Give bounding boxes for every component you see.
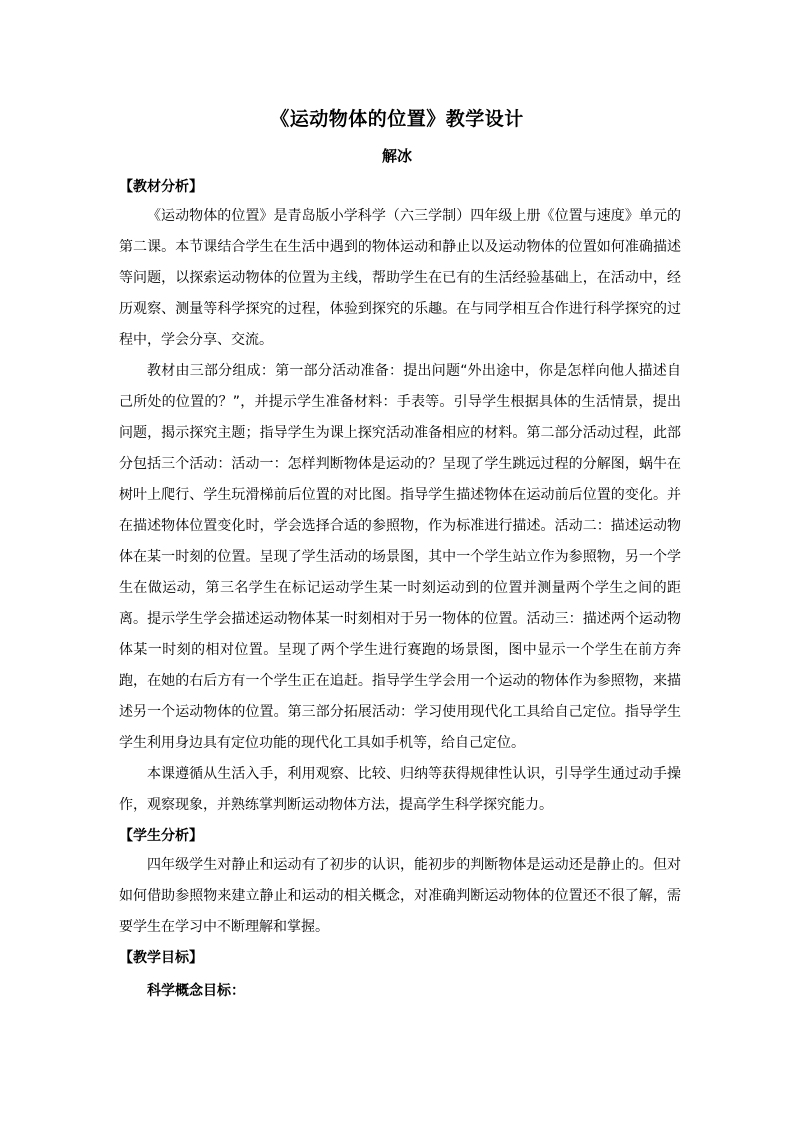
paragraph-textbook-intro: 《运动物体的位置》是青岛版小学科学（六三学制）四年级上册《位置与速度》单元的第二课。本节课结合学生在生活中遇到的物体运动和静止以及运动物体的位置如何准确描述等问题，以探索运动物体的位置为主线，帮助学生在已有的生活经验基础上，在活动中，经历观察、测量等科学探究的过程，体验到探究的乐趣。在与同学相互合作进行科学探究的过程中，学会分享、交流。 [119, 208, 681, 348]
document-title: 《运动物体的位置》教学设计 [270, 108, 524, 130]
paragraph-textbook-approach: 本课遵循从生活入手，利用观察、比较、归纳等获得规律性认识，引导学生通过动手操作，观察现象，并熟练掌判断运动物体方法，提高学生科学探究能力。 [119, 766, 681, 813]
subheading-science-concept-goals: 科学概念目标： [147, 983, 245, 999]
paragraph-textbook-structure: 教材由三部分组成：第一部分活动准备：提出问题“外出途中，你是怎样向他人描述自己所处的位置的？”，并提示学生准备材料：手表等。引导学生根据具体的生活情景，提出问题，揭示探究主题；指导学生为课上探究活动准备相应的材料。第二部分活动过程，此部分包括三个活动：活动一：怎样判断物体是运动的？呈现了学生跳远过程的分解图，蜗牛在树叶上爬行、学生玩滑梯前后位置的对比图。指导学生描述物体在运动前后位置的变化。并在描述物体位置变化时，学会选择合适的参照物，作为标准进行描述。活动二：描述运动物体在某一时刻的位置。呈现了学生活动的场景图，其中一个学生站立作为参照物，另一个学生在做运动，第三名学生在标记运动学生某一时刻运动到的位置并测量两个学生之间的距离。提示学生学会描述运动物体某一时刻相对于另一物体的位置。活动三：描述两个运动物体某一时刻的相对位置。呈现了两个学生进行赛跑的场景图，图中显示一个学生在前方奔跑，在她的右后方有一个学生正在追赶。指导学生学会用一个运动的物体作为参照物，来描述另一个运动物体的位置。第三部分拓展活动：学习使用现代化工具给自己定位。指导学生学生利用身边具有定位功能的现代化工具如手机等，给自己定位。 [119, 363, 681, 751]
document-body [119, 172, 681, 1007]
section-heading-student-analysis: 【学生分析】 [119, 828, 203, 844]
document-author: 解冰 [381, 147, 412, 165]
section-heading-textbook-analysis: 【教材分析】 [119, 179, 203, 195]
section-heading-teaching-goals: 【教学目标】 [119, 950, 203, 966]
paragraph-student-analysis: 四年级学生对静止和运动有了初步的认识，能初步的判断物体是运动还是静止的。但对如何借助参照物来建立静止和运动的相关概念，对准确判断运动物体的位置还不很了解，需要学生在学习中不断理解和掌握。 [119, 857, 681, 935]
